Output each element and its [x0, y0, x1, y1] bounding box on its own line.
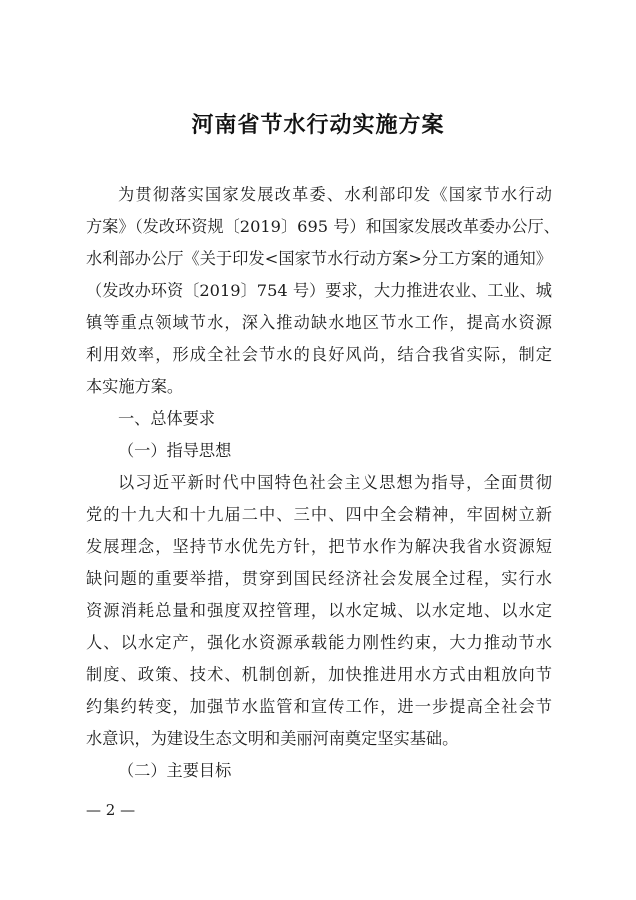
- page-number: — 2 —: [86, 801, 136, 819]
- document-title: 河南省节水行动实施方案: [191, 113, 445, 138]
- subsection-heading: （二）主要目标: [118, 761, 232, 780]
- subsection-heading: （一）指导思想: [118, 441, 232, 460]
- guiding-line: 发展理念，坚持节水优先方针，把节水作为解决我省水资源短: [86, 537, 552, 556]
- guiding-line: 人、以水定产，强化水资源承载能力刚性约束，大力推动节水: [86, 633, 552, 652]
- intro-line: 为贯彻落实国家发展改革委、水利部印发《国家节水行动: [118, 185, 552, 204]
- intro-line: 方案》（发改环资规〔2019〕695 号）和国家发展改革委办公厅、: [86, 217, 560, 236]
- intro-line: （发改办环资〔2019〕754 号）要求，大力推进农业、工业、城: [86, 281, 552, 300]
- intro-line: 利用效率，形成全社会节水的良好风尚，结合我省实际，制定: [86, 345, 552, 364]
- guiding-line: 缺问题的重要举措，贯穿到国民经济社会发展全过程，实行水: [86, 569, 552, 588]
- guiding-line: 水意识，为建设生态文明和美丽河南奠定坚实基础。: [86, 729, 459, 748]
- intro-line: 本实施方案。: [86, 377, 184, 396]
- guiding-line: 约集约转变，加强节水监管和宣传工作，进一步提高全社会节: [86, 697, 552, 716]
- intro-line: 镇等重点领域节水，深入推动缺水地区节水工作，提高水资源: [86, 313, 552, 332]
- intro-line: 水利部办公厅《关于印发<国家节水行动方案>分工方案的通知》: [86, 249, 552, 268]
- guiding-line: 以习近平新时代中国特色社会主义思想为指导，全面贯彻: [118, 473, 552, 492]
- guiding-line: 制度、政策、技术、机制创新，加快推进用水方式由粗放向节: [86, 665, 552, 684]
- guiding-line: 资源消耗总量和强度双控管理，以水定城、以水定地、以水定: [86, 601, 552, 620]
- section-heading: 一、总体要求: [118, 409, 216, 428]
- guiding-line: 党的十九大和十九届二中、三中、四中全会精神，牢固树立新: [86, 505, 552, 524]
